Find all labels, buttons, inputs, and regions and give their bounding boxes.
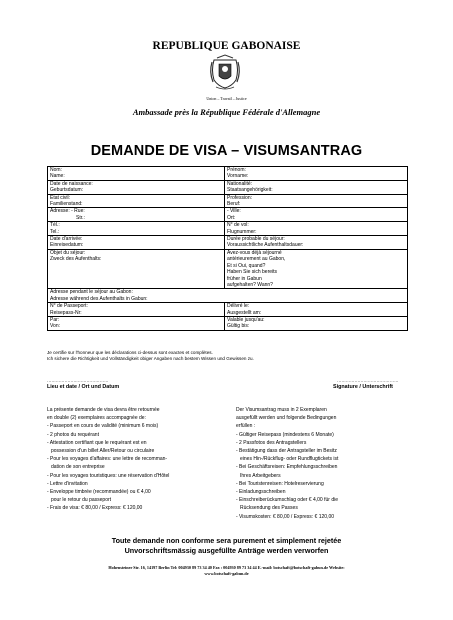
signature-line: …………………………………… xyxy=(337,378,399,383)
form-row-arrival xyxy=(48,235,407,249)
field-profession[interactable]: Profession: Beruf: xyxy=(227,194,253,208)
place-date-line: …………………………………… xyxy=(47,378,109,383)
field-date-of-birth[interactable]: Date de naissance: Geburtsdatum: xyxy=(48,181,225,194)
field-stay-duration[interactable]: Durée probable du séjour: Voraussichtliche Aufenthaltsdauer: xyxy=(227,236,304,249)
requirements-french: La présente demande de visa devra être retournée en double (2) exemplaires accompagnée de: - Passeport en cours de validité (minimum 6 mois) - 2 photos du requérant - Attestation certifiant que le requérant est en possession d'un billet Aller/Retour ou circulaire - Pour les voyages d'affaires: une lettre de recomman- dation de son entreprise - Pour les voyages touristiques: une réservation d'Hôtel - Lettre d'invitation - Enveloppe timbrée (recommandée) ou € 4,00 pour le retour du passeport - Frais de visa: € 80,00 / Express: € 120,00 xyxy=(47,407,170,512)
form-row-purpose xyxy=(48,249,407,288)
field-issue-date[interactable]: Délivré le: Ausgestellt am: xyxy=(227,303,262,316)
field-previous-stay[interactable]: Avez-vous déjà séjourné antérieurement au Gabon, Et si Oui, quand? Haben Sie sich bereits früher in Gabun aufgehalten? Wann? xyxy=(227,249,286,288)
coat-of-arms-icon xyxy=(208,54,242,92)
form-row-passport xyxy=(48,302,407,316)
certification-statement: Je certifie sur l'honneur que les déclarations ci-dessus sont exactes et complètes. Ich sichere die Richtigkeit und Vollständigkeit obiger Angaben nach bestem Wissen und Gewissen zu. xyxy=(47,350,254,362)
field-marital-status[interactable]: Etat civil: Familienstand: xyxy=(48,195,225,208)
requirements-german: Der Visumsantrag muss in 2 Exemplaren ausgefüllt werden und folgende Bedingungen erfüllen : - Gültiger Reisepass (mindestens 6 Monate) - 2 Passfotos des Antragstellers - Bestätigung dass der Antragsteller im Besitz eines Hin-/Rückflug- oder Rundflugtickets ist - Bei Geschäftsreisen: Empfehlungsschreiben Ihres Arbeitgebers - Bei Touristenreisen: Hotelreservierung - Einladungsschreiben - Einschreiberückumschlag oder € 4,00 für die Rücksendung des Passes - Visumskosten: € 80,00 / Express: € 120,00 xyxy=(236,407,339,520)
form-row-gabon-address xyxy=(48,288,407,302)
field-nationality[interactable]: Nationalité: Staatsangehörigkeit: xyxy=(227,180,273,194)
form-row-status xyxy=(48,194,407,208)
field-address-in-gabon[interactable]: Adresse pendant le séjour au Gabon: Adresse während des Aufenthalts in Gabun: xyxy=(50,289,148,302)
form-row-phone xyxy=(48,221,407,235)
form-row-name xyxy=(48,167,407,180)
field-first-name[interactable]: Prénom: Vorname: xyxy=(227,167,249,180)
page-title: DEMANDE DE VISA – VISUMSANTRAG xyxy=(90,143,363,159)
application-form-table xyxy=(47,166,408,331)
field-flight-number[interactable]: N° de vol: Flugnummer: xyxy=(227,222,257,235)
field-purpose-of-stay[interactable]: Objet du séjour: Zweck des Aufenthalts: xyxy=(48,250,225,288)
rejection-notice-french: Toute demande non conforme sera purement et simplement rejetée xyxy=(111,536,342,545)
field-phone[interactable]: Tél.: Tel.: xyxy=(48,222,225,235)
rejection-notice-german: Unvorschriftsmässig ausgefüllte Anträge werden verworfen xyxy=(124,546,329,555)
form-row-issuer xyxy=(48,316,407,330)
footer-address: Hohensteiner Str. 16, 14197 Berlin Tel: 004930 89 73 34 40 Fax : 004930 89 73 34 44 E.-mail: botschaft@botschaft-gabun.de Website: www.botschaft-gabun.de xyxy=(108,565,345,576)
place-date-label: Lieu et date / Ort und Datum xyxy=(47,384,120,390)
republic-heading: REPUBLIQUE GABONAISE xyxy=(152,40,301,52)
field-city[interactable]: - Ville: Ort: xyxy=(227,208,241,221)
field-surname[interactable]: Nom: Name: xyxy=(48,167,225,180)
field-arrival-date[interactable]: Date d'arrivée: Einreisedatum: xyxy=(48,236,225,249)
form-row-birth xyxy=(48,180,407,194)
national-motto: Union – Travail – Justice xyxy=(206,96,247,101)
field-street[interactable]: Adresse: - Rue: Str.: xyxy=(48,208,225,221)
field-valid-until[interactable]: Valable jusqu'au: Gültig bis: xyxy=(227,316,265,330)
signature-label: Signature / Unterschrift xyxy=(333,384,393,390)
field-issued-by[interactable]: Par: Von: xyxy=(48,317,225,330)
embassy-heading: Ambassade près la République Fédérale d'Allemagne xyxy=(132,107,321,117)
form-row-address xyxy=(48,207,407,221)
field-passport-number[interactable]: N° de Passeport: Reisepass-Nr: xyxy=(48,303,225,316)
